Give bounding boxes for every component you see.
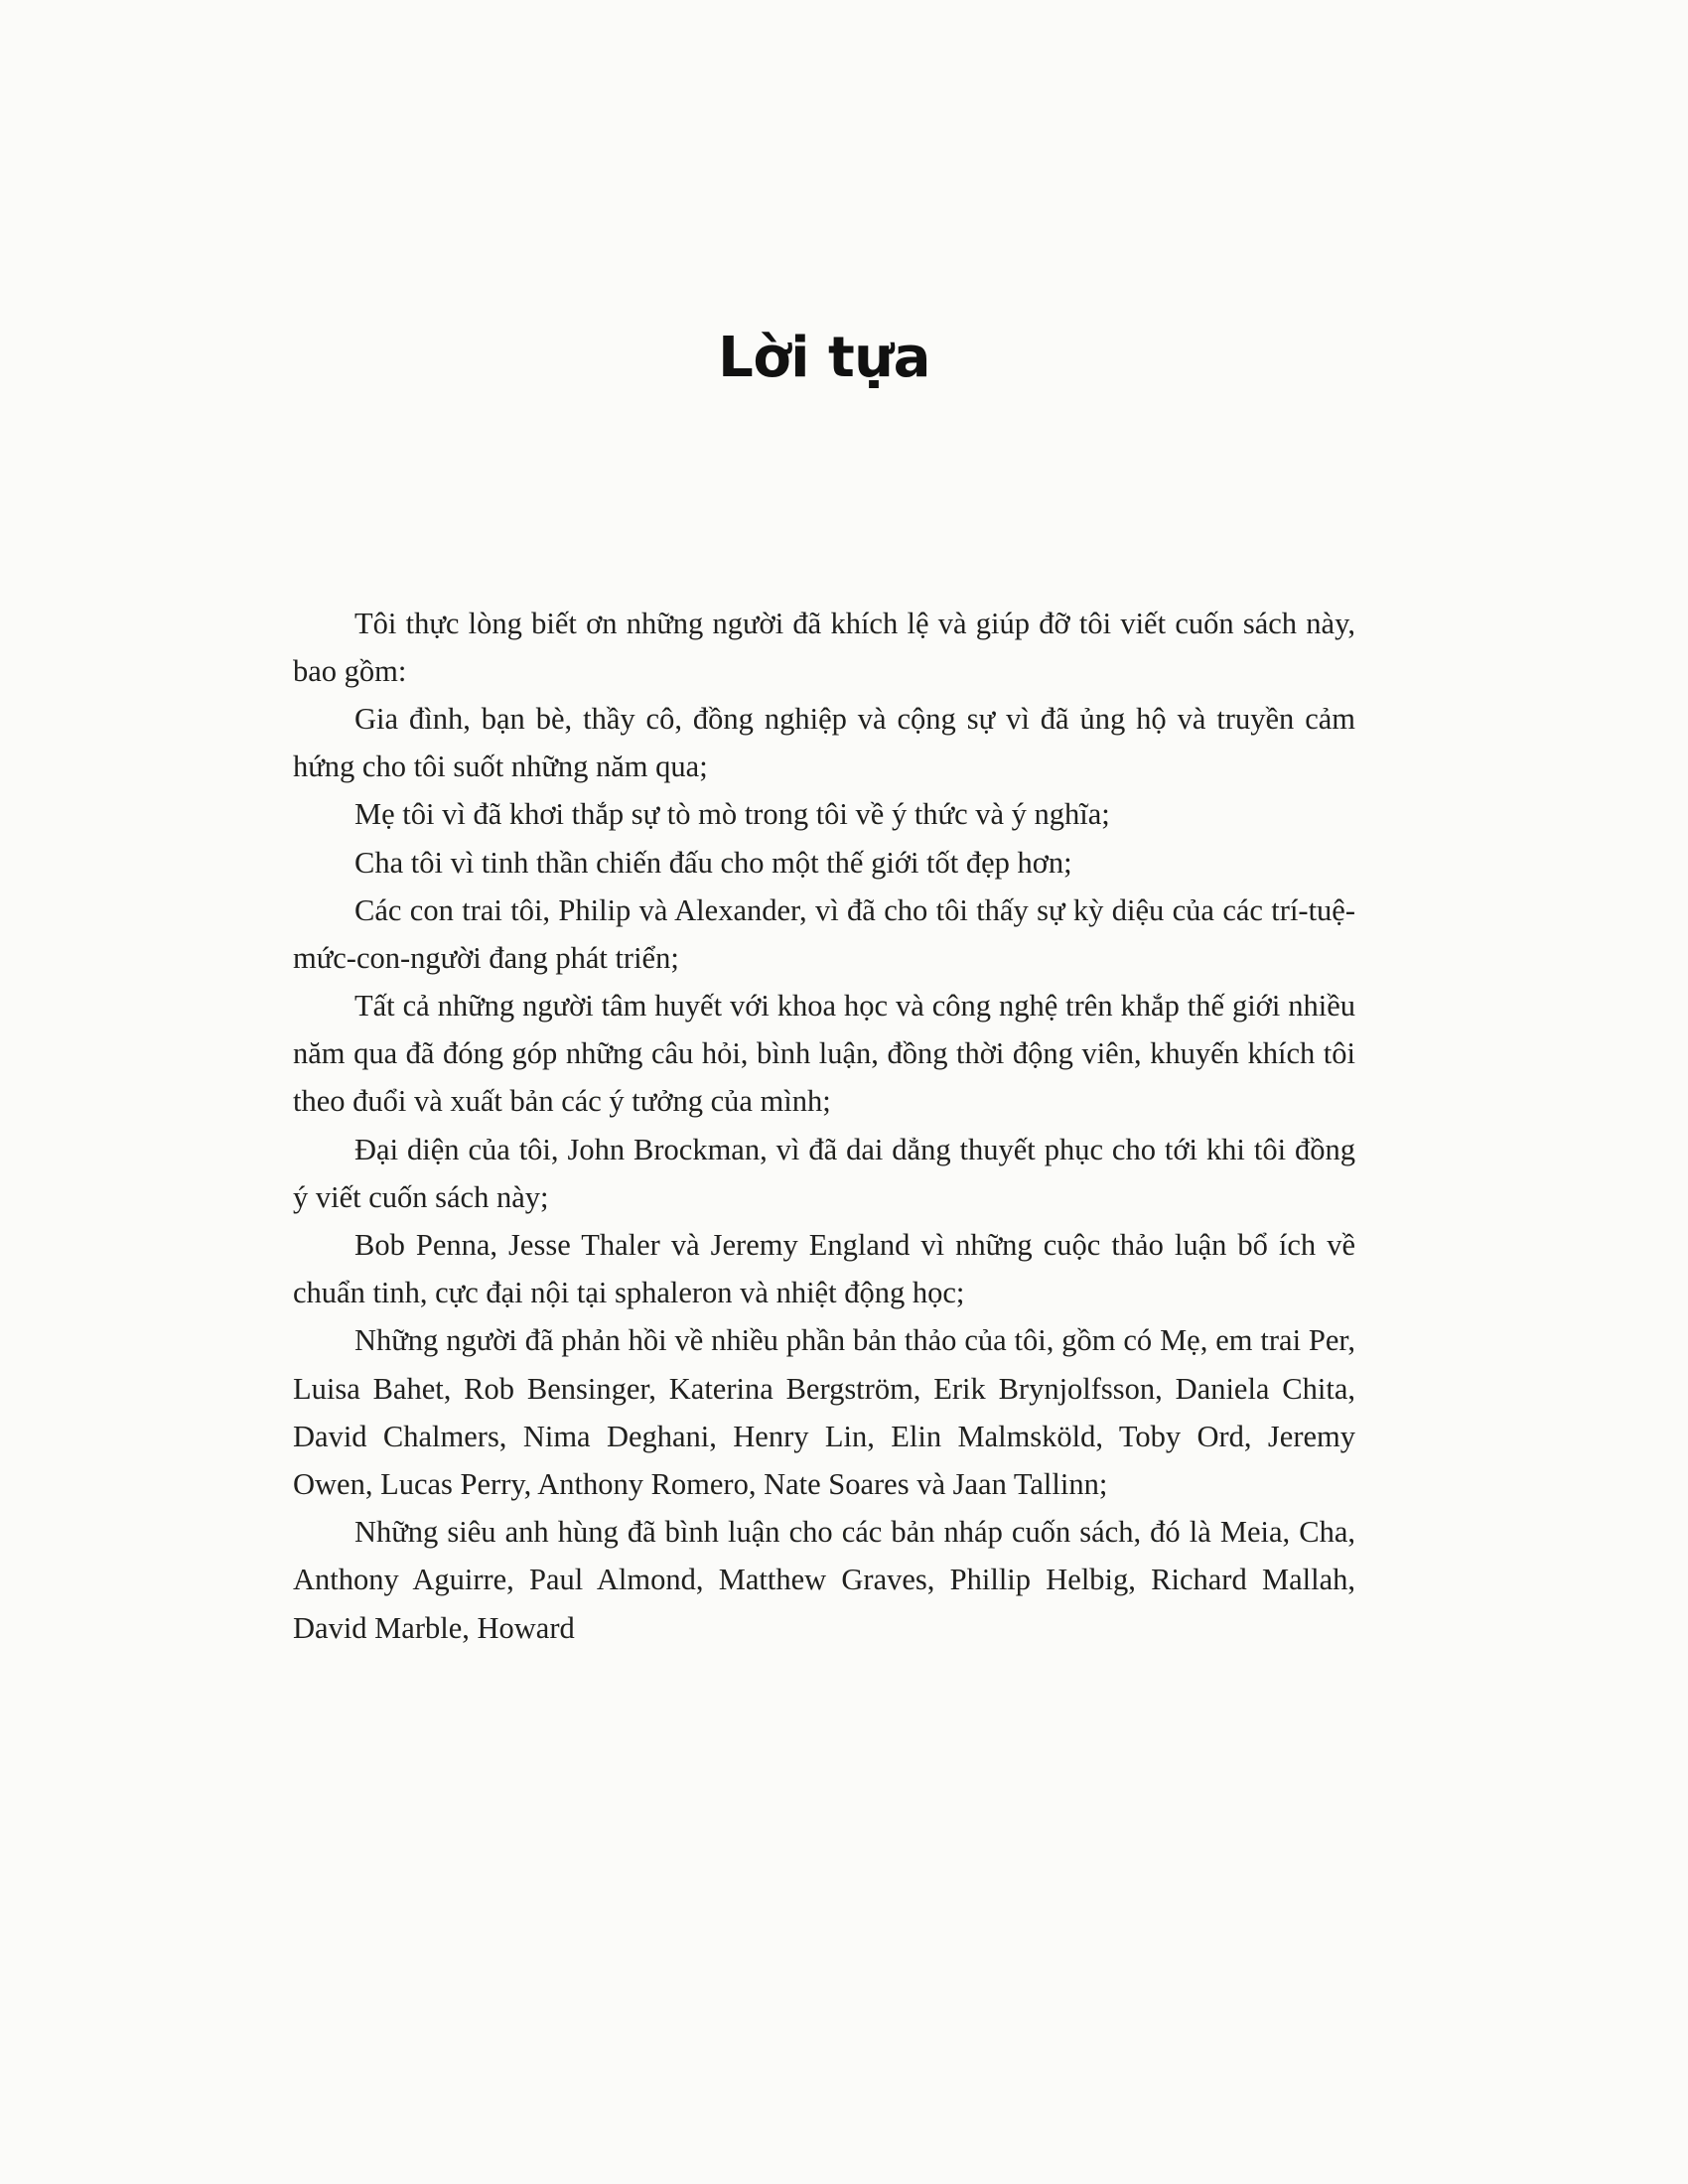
- paragraph: Tất cả những người tâm huyết với khoa học và công nghệ trên khắp thế giới nhiều năm qua đã đóng góp những câu hỏi, bình luận, đồng thời động viên, khuyến khích tôi theo đuổi và xuất bản các ý tưởng của mình;: [293, 989, 1355, 1119]
- page-content-area: [293, 0, 1355, 2184]
- paragraph: Những siêu anh hùng đã bình luận cho các bản nháp cuốn sách, đó là Meia, Cha, Anthony Aguirre, Paul Almond, Matthew Graves, Phillip Helbig, Richard Mallah, David Marble, Howard: [293, 1515, 1355, 1645]
- paragraph: Cha tôi vì tinh thần chiến đấu cho một thế giới tốt đẹp hơn;: [354, 845, 1072, 880]
- paragraph: Các con trai tôi, Philip và Alexander, vì đã cho tôi thấy sự kỳ diệu của các trí-tuệ-mức-con-người đang phát triển;: [293, 892, 1355, 975]
- paragraph: Gia đình, bạn bè, thầy cô, đồng nghiệp và cộng sự vì đã ủng hộ và truyền cảm hứng cho tôi suốt những năm qua;: [293, 701, 1355, 784]
- paragraph: Bob Penna, Jesse Thaler và Jeremy England vì những cuộc thảo luận bổ ích về chuẩn tinh, cực đại nội tại sphaleron và nhiệt động học;: [293, 1228, 1355, 1310]
- paragraph: Mẹ tôi vì đã khơi thắp sự tò mò trong tôi về ý thức và ý nghĩa;: [354, 797, 1110, 832]
- paragraph: Tôi thực lòng biết ơn những người đã khích lệ và giúp đỡ tôi viết cuốn sách này, bao gồm:: [293, 606, 1355, 688]
- body-text: [293, 600, 1355, 1652]
- page-title: Lời tựa: [718, 326, 930, 390]
- paragraph: Đại diện của tôi, John Brockman, vì đã dai dẳng thuyết phục cho tới khi tôi đồng ý viết cuốn sách này;: [293, 1132, 1355, 1214]
- paragraph: Những người đã phản hồi về nhiều phần bản thảo của tôi, gồm có Mẹ, em trai Per, Luisa Bahet, Rob Bensinger, Katerina Bergström, Erik Brynjolfsson, Daniela Chita, David Chalmers, Nima Deghani, Henry Lin, Elin Malmsköld, Toby Ord, Jeremy Owen, Lucas Perry, Anthony Romero, Nate Soares và Jaan Tallinn;: [293, 1323, 1355, 1501]
